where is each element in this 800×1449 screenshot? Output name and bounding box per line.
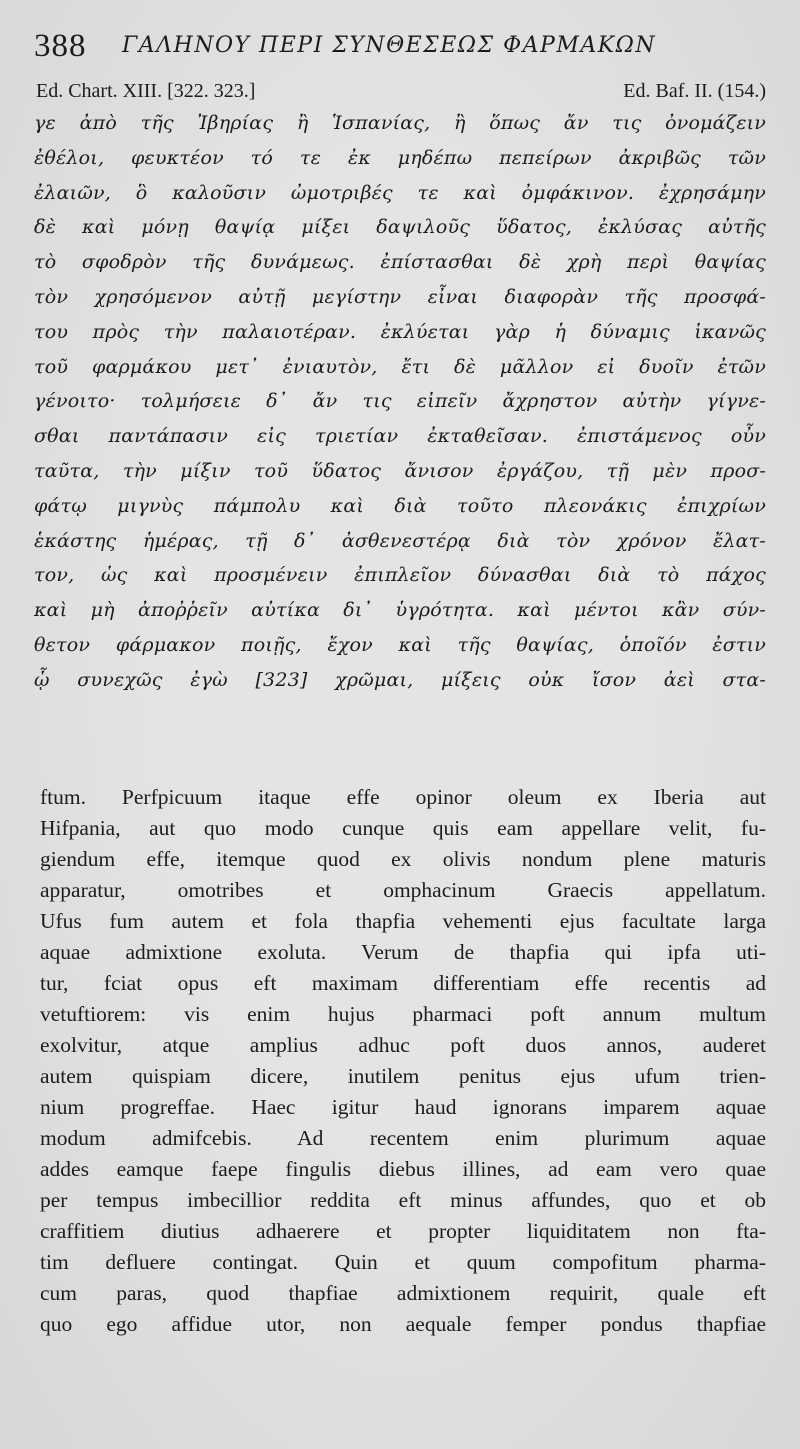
greek-text-line: ἑκάστης ἡμέρας, τῇ δ᾽ ἀσθενεστέρᾳ διὰ τὸν χρόνον ἔλατ- bbox=[34, 529, 766, 552]
edition-reference-basel: Ed. Baf. II. (154.) bbox=[623, 80, 766, 102]
greek-text-line: φάτῳ μιγνὺς πάμπολυ καὶ διὰ τοῦτο πλεονάκις ἐπιχρίων bbox=[34, 494, 766, 517]
greek-text-line: ἐθέλοι, φευκτέον τό τε ἐκ μηδέπω πεπείρων ἀκριβῶς τῶν bbox=[34, 146, 766, 169]
greek-text-line: τοῦ φαρμάκου μετ᾽ ἐνιαυτὸν, ἔτι δὲ μᾶλλον εἰ δυοῖν ἐτῶν bbox=[34, 355, 766, 378]
greek-text-line: γε ἀπὸ τῆς Ἰβηρίας ἢ Ἱσπανίας, ἢ ὅπως ἄν τις ὀνομάζειν bbox=[34, 112, 766, 134]
greek-text-line: του πρὸς τὴν παλαιοτέραν. ἐκλύεται γὰρ ἡ δύναμις ἱκανῶς bbox=[34, 320, 766, 343]
latin-text-line: cum paras, quod thapfiae admixtionem requirit, quale eft bbox=[40, 1281, 766, 1305]
greek-text-line: ᾧ συνεχῶς ἐγὼ [323] χρῶμαι, μίξεις οὐκ ἴσον ἀεὶ στα- bbox=[34, 668, 766, 691]
latin-text-line: Hifpania, aut quo modo cunque quis eam appellare velit, fu- bbox=[40, 816, 766, 840]
latin-text-line: tur, fciat opus eft maximam differentiam effe recentis ad bbox=[40, 971, 766, 995]
page-number: 388 bbox=[34, 28, 87, 64]
latin-text-line: vetuftiorem: vis enim hujus pharmaci poft annum multum bbox=[40, 1002, 766, 1026]
greek-text-line: γένοιτο· τολμήσειε δ᾽ ἄν τις εἰπεῖν ἄχρηστον αὐτὴν γίγνε- bbox=[34, 390, 766, 413]
latin-text-line: per tempus imbecillior reddita eft minus affundes, quo et ob bbox=[40, 1188, 766, 1212]
latin-text-line: tim defluere contingat. Quin et quum compofitum pharma- bbox=[40, 1250, 766, 1274]
latin-text-block bbox=[40, 782, 766, 1340]
greek-text-line: τον, ὡς καὶ προσμένειν ἐπιπλεῖον δύνασθαι διὰ τὸ πάχος bbox=[34, 564, 766, 587]
latin-text-line: ftum. Perfpicuum itaque effe opinor oleum ex Iberia aut bbox=[40, 785, 766, 809]
greek-text-line: δὲ καὶ μόνῃ θαψίᾳ μίξει δαψιλοῦς ὕδατος, ἐκλύσας αὐτῆς bbox=[34, 216, 766, 239]
latin-text-line: quo ego affidue utor, non aequale femper pondus thapfiae bbox=[40, 1312, 766, 1336]
greek-text-line: σθαι παντάπασιν εἰς τριετίαν ἐκταθεῖσαν. ἐπιστάμενος οὖν bbox=[34, 425, 766, 448]
latin-text-line: exolvitur, atque amplius adhuc poft duos annos, auderet bbox=[40, 1033, 766, 1057]
greek-text-line: τὸν χρησόμενον αὐτῇ μεγίστην εἶναι διαφορὰν τῆς προσφά- bbox=[34, 285, 766, 308]
greek-text-line: καὶ μὴ ἀποῤῥεῖν αὐτίκα δι᾽ ὑγρότητα. καὶ μέντοι κἂν σύν- bbox=[34, 599, 766, 622]
edition-reference-chartier: Ed. Chart. XIII. [322. 323.] bbox=[36, 80, 256, 102]
latin-text-line: apparatur, omotribes et omphacinum Graecis appellatum. bbox=[40, 878, 766, 902]
latin-text-line: nium progreffae. Haec igitur haud ignorans imparem aquae bbox=[40, 1095, 766, 1119]
latin-text-line: aquae admixtione exoluta. Verum de thapfia qui ipfa uti- bbox=[40, 940, 766, 964]
greek-text-line: ταῦτα, τὴν μίξιν τοῦ ὕδατος ἄνισον ἐργάζου, τῇ μὲν προσ- bbox=[34, 459, 766, 482]
latin-text-line: Ufus fum autem et fola thapfia vehementi ejus facultate larga bbox=[40, 909, 766, 933]
latin-text-line: autem quispiam dicere, inutilem penitus ejus ufum trien- bbox=[40, 1064, 766, 1088]
greek-text-line: θετον φάρμακον ποιῇς, ἔχον καὶ τῆς θαψίας, ὁποῖόν ἐστιν bbox=[34, 633, 766, 656]
greek-text-line: ἐλαιῶν, ὃ καλοῦσιν ὠμοτριβές τε καὶ ὀμφάκινον. ἐχρησάμην bbox=[34, 181, 766, 204]
greek-text-block bbox=[34, 106, 766, 698]
greek-text-line: τὸ σφοδρὸν τῆς δυνάμεως. ἐπίστασθαι δὲ χρὴ περὶ θαψίας bbox=[34, 251, 766, 274]
running-title: ΓΑΛΗΝΟΥ ΠΕΡΙ ΣΥΝΘΕΣΕΩΣ ΦΑΡΜΑΚΩΝ bbox=[122, 33, 657, 58]
edition-reference-line bbox=[36, 78, 766, 104]
latin-text-line: craffitiem diutius adhaerere et propter liquiditatem non fta- bbox=[40, 1219, 766, 1243]
latin-text-line: modum admifcebis. Ad recentem enim plurimum aquae bbox=[40, 1126, 766, 1150]
latin-text-line: addes eamque faepe fingulis diebus illines, ad eam vero quae bbox=[40, 1157, 766, 1181]
latin-text-line: giendum effe, itemque quod ex olivis nondum plene maturis bbox=[40, 847, 766, 871]
running-head bbox=[30, 26, 770, 66]
